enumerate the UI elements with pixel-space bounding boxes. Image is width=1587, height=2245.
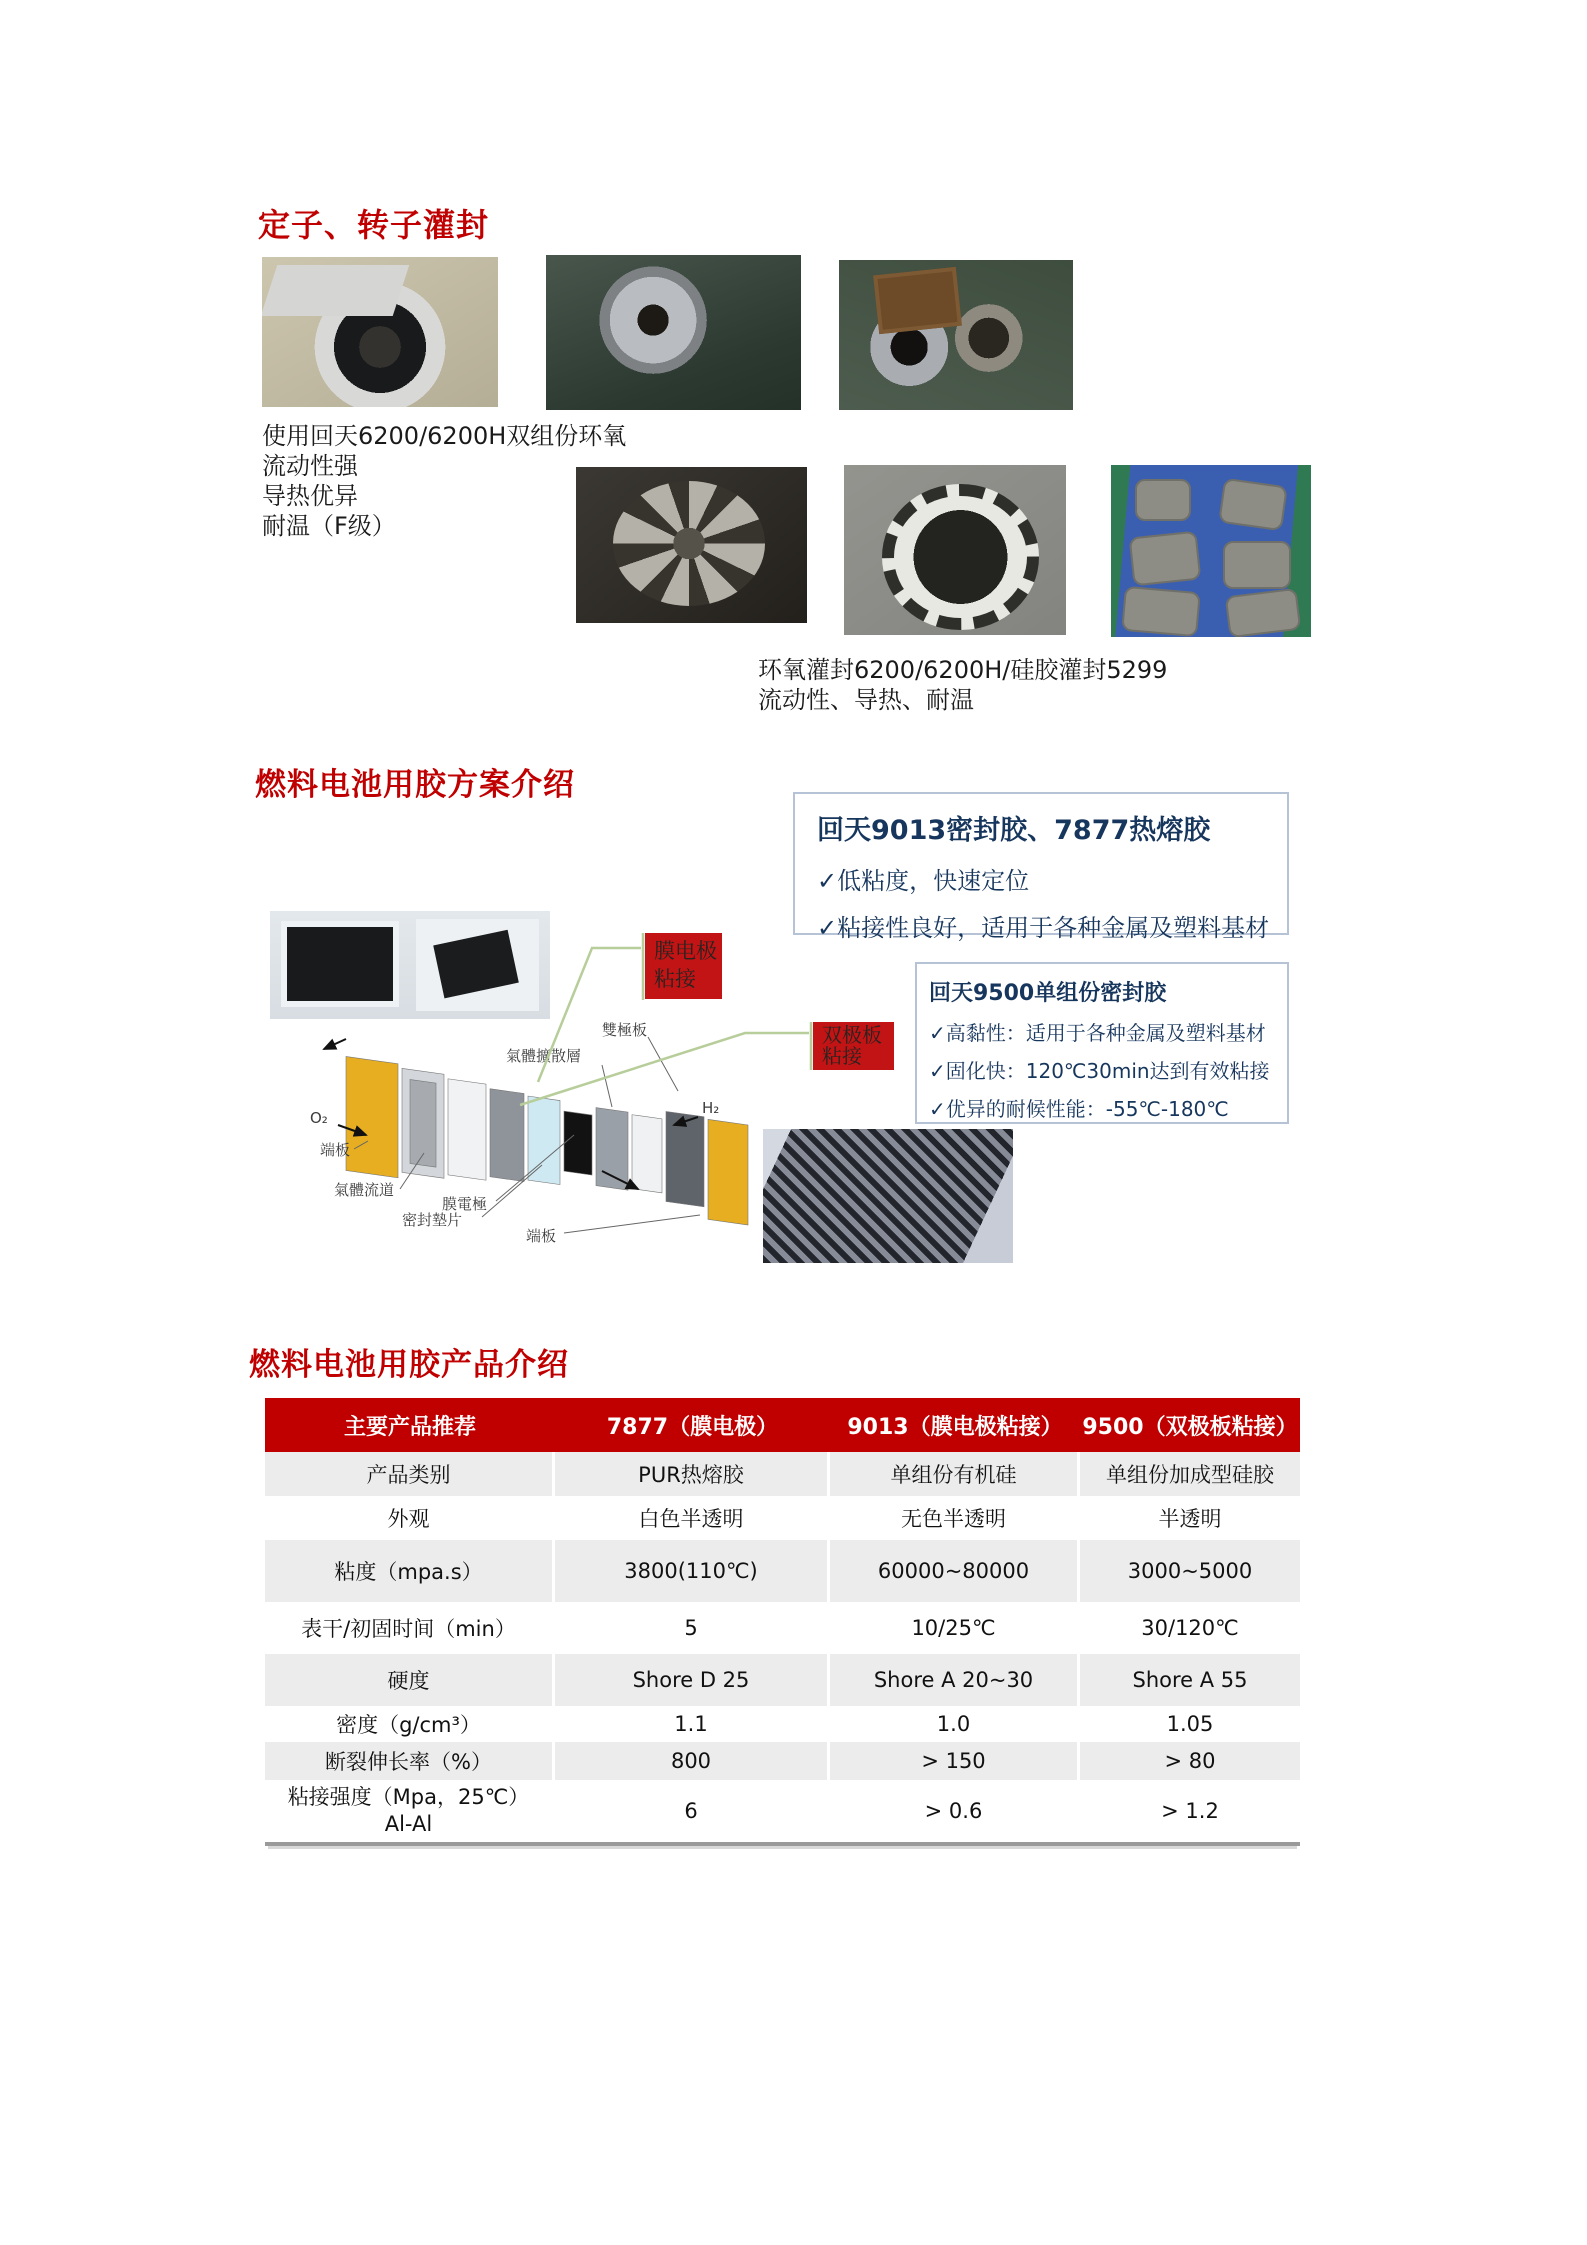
table-cell: 1.1 xyxy=(555,1706,830,1742)
diagram-label-bipolar-plate: 雙極板 xyxy=(602,1021,648,1039)
table-row xyxy=(265,1602,1300,1654)
row-label-line: Al-Al xyxy=(384,1812,433,1836)
table-cell: 半透明 xyxy=(1158,1507,1222,1531)
callout-membrane-electrode-bonding xyxy=(645,933,722,999)
table-cell: > 80 xyxy=(1164,1749,1216,1773)
potting-notes xyxy=(262,421,626,541)
table-cell: 6 xyxy=(555,1780,830,1842)
photo-stator-potted xyxy=(262,257,498,407)
motor-housing-shape xyxy=(1135,479,1191,521)
box-9013-item: ✓低粘度，快速定位 xyxy=(817,867,1030,895)
callout-box-9013 xyxy=(793,792,1289,942)
row-label-line: 粘接强度（Mpa，25℃） xyxy=(287,1785,530,1809)
row-label: 表干/初固时间（min） xyxy=(265,1602,555,1654)
table-cell: > 0.6 xyxy=(830,1780,1080,1842)
note-line: 使用回天6200/6200H双组份环氧 xyxy=(262,422,627,450)
motor-housing-shape xyxy=(1218,478,1288,532)
table-cell: 1.0 xyxy=(830,1706,1080,1742)
row-label: 产品类别 xyxy=(265,1452,555,1496)
box-9500-item: ✓优异的耐候性能：-55℃-180℃ xyxy=(929,1097,1229,1121)
table-row xyxy=(265,1540,1300,1602)
table-cell: 60000~80000 xyxy=(830,1540,1080,1602)
box-9013-item: ✓粘接性良好，适用于各种金属及塑料基材 xyxy=(817,914,1270,942)
table-cell: PUR热熔胶 xyxy=(555,1452,830,1496)
row-label: 密度（g/cm³） xyxy=(265,1706,555,1742)
potting-caption xyxy=(758,655,1167,715)
callout-line: 膜电极 xyxy=(654,939,717,963)
photo-stator-workshop xyxy=(546,255,801,410)
photo-stator-ring xyxy=(844,465,1066,635)
diagram-label-gas-flow-channel: 氣體流道 xyxy=(334,1181,395,1199)
photo-bipolar-plate-closeup xyxy=(763,1129,1013,1263)
photo-rotor-star xyxy=(576,467,807,623)
motor-housing-shape xyxy=(1223,541,1291,590)
box-9013-title: 回天9013密封胶、7877热熔胶 xyxy=(817,815,1211,846)
section-title-products: 燃料电池用胶产品介绍 xyxy=(249,1347,569,1383)
table-cell: Shore D 25 xyxy=(555,1654,830,1706)
caption-line: 环氧灌封6200/6200H/硅胶灌封5299 xyxy=(758,656,1168,684)
callout-line: 双极板 xyxy=(822,1023,882,1047)
row-label: 外观 xyxy=(265,1496,555,1540)
table-row xyxy=(265,1452,1300,1496)
diagram-label-sealing-gasket: 密封墊片 xyxy=(402,1211,463,1229)
table-row xyxy=(265,1706,1300,1742)
diagram-label-h2: H₂ xyxy=(702,1099,720,1117)
caption-line: 流动性、导热、耐温 xyxy=(758,686,974,714)
table-cell: 无色半透明 xyxy=(830,1496,1080,1540)
table-cell: Shore A 20~30 xyxy=(830,1654,1080,1706)
section-title-potting: 定子、转子灌封 xyxy=(258,206,490,244)
table-cell: 3000~5000 xyxy=(1127,1559,1253,1583)
table-cell: 10/25℃ xyxy=(830,1602,1080,1654)
membrane-sheet-shape xyxy=(287,927,393,1000)
diagram-label-membrane-electrode: 膜電極 xyxy=(442,1195,488,1213)
table-cell: > 150 xyxy=(830,1742,1080,1780)
stator-ring-shape xyxy=(882,484,1039,630)
box-9500-item: ✓固化快：120℃30min达到有效粘接 xyxy=(929,1059,1270,1083)
note-line: 耐温（F级） xyxy=(262,512,396,540)
table-row xyxy=(265,1780,1300,1842)
rotor-star-shape xyxy=(613,481,765,606)
table-cell: 5 xyxy=(555,1602,830,1654)
table-row xyxy=(265,1496,1300,1540)
callout-line: 粘接 xyxy=(654,967,696,991)
motor-housing-shape xyxy=(1225,588,1302,637)
table-cell: 单组份有机硅 xyxy=(830,1452,1080,1496)
table-row xyxy=(265,1742,1300,1780)
note-line: 流动性强 xyxy=(262,452,358,480)
diagram-label-end-plate-left: 端板 xyxy=(320,1141,351,1159)
diagram-label-gas-diffusion-layer: 氣體擴散層 xyxy=(506,1047,582,1065)
header-cell: 7877（膜电极） xyxy=(606,1414,779,1440)
table-cell: Shore A 55 xyxy=(1132,1668,1248,1692)
section-title-solution: 燃料电池用胶方案介绍 xyxy=(255,767,575,803)
photo-motor-housings xyxy=(1111,465,1311,637)
row-label: 断裂伸长率（%） xyxy=(265,1742,555,1780)
row-label: 粘度（mpa.s） xyxy=(265,1540,555,1602)
callout-line: 粘接 xyxy=(822,1044,862,1068)
table-cell: 白色半透明 xyxy=(555,1496,830,1540)
diagram-label-o2: O₂ xyxy=(310,1109,328,1127)
diagram-label-end-plate-right: 端板 xyxy=(526,1227,557,1245)
box-9500-item: ✓高黏性：适用于各种金属及塑料基材 xyxy=(929,1021,1266,1045)
header-cell: 9500（双极板粘接） xyxy=(1082,1414,1298,1440)
header-cell: 主要产品推荐 xyxy=(343,1414,476,1440)
note-line: 导热优异 xyxy=(262,482,358,510)
row-label xyxy=(265,1780,555,1842)
table-cell: 3800(110℃) xyxy=(555,1540,830,1602)
table-cell: 1.05 xyxy=(1166,1712,1214,1736)
header-cell: 9013（膜电极粘接） xyxy=(847,1414,1063,1440)
callout-box-9500 xyxy=(915,962,1289,1124)
callout-bipolar-plate-bonding xyxy=(813,1022,894,1070)
box-9500-title: 回天9500单组份密封胶 xyxy=(929,981,1167,1006)
table-cell: 800 xyxy=(555,1742,830,1780)
product-table xyxy=(265,1398,1300,1846)
table-cell: 单组份加成型硅胶 xyxy=(1106,1463,1274,1487)
row-label: 硬度 xyxy=(265,1654,555,1706)
table-row xyxy=(265,1654,1300,1706)
photo-rotor-parts xyxy=(839,260,1073,410)
table-cell: > 1.2 xyxy=(1161,1799,1219,1823)
motor-housing-shape xyxy=(1121,586,1201,637)
table-header-row xyxy=(265,1398,1300,1452)
table-cell: 30/120℃ xyxy=(1141,1616,1239,1640)
motor-housing-shape xyxy=(1129,530,1202,586)
